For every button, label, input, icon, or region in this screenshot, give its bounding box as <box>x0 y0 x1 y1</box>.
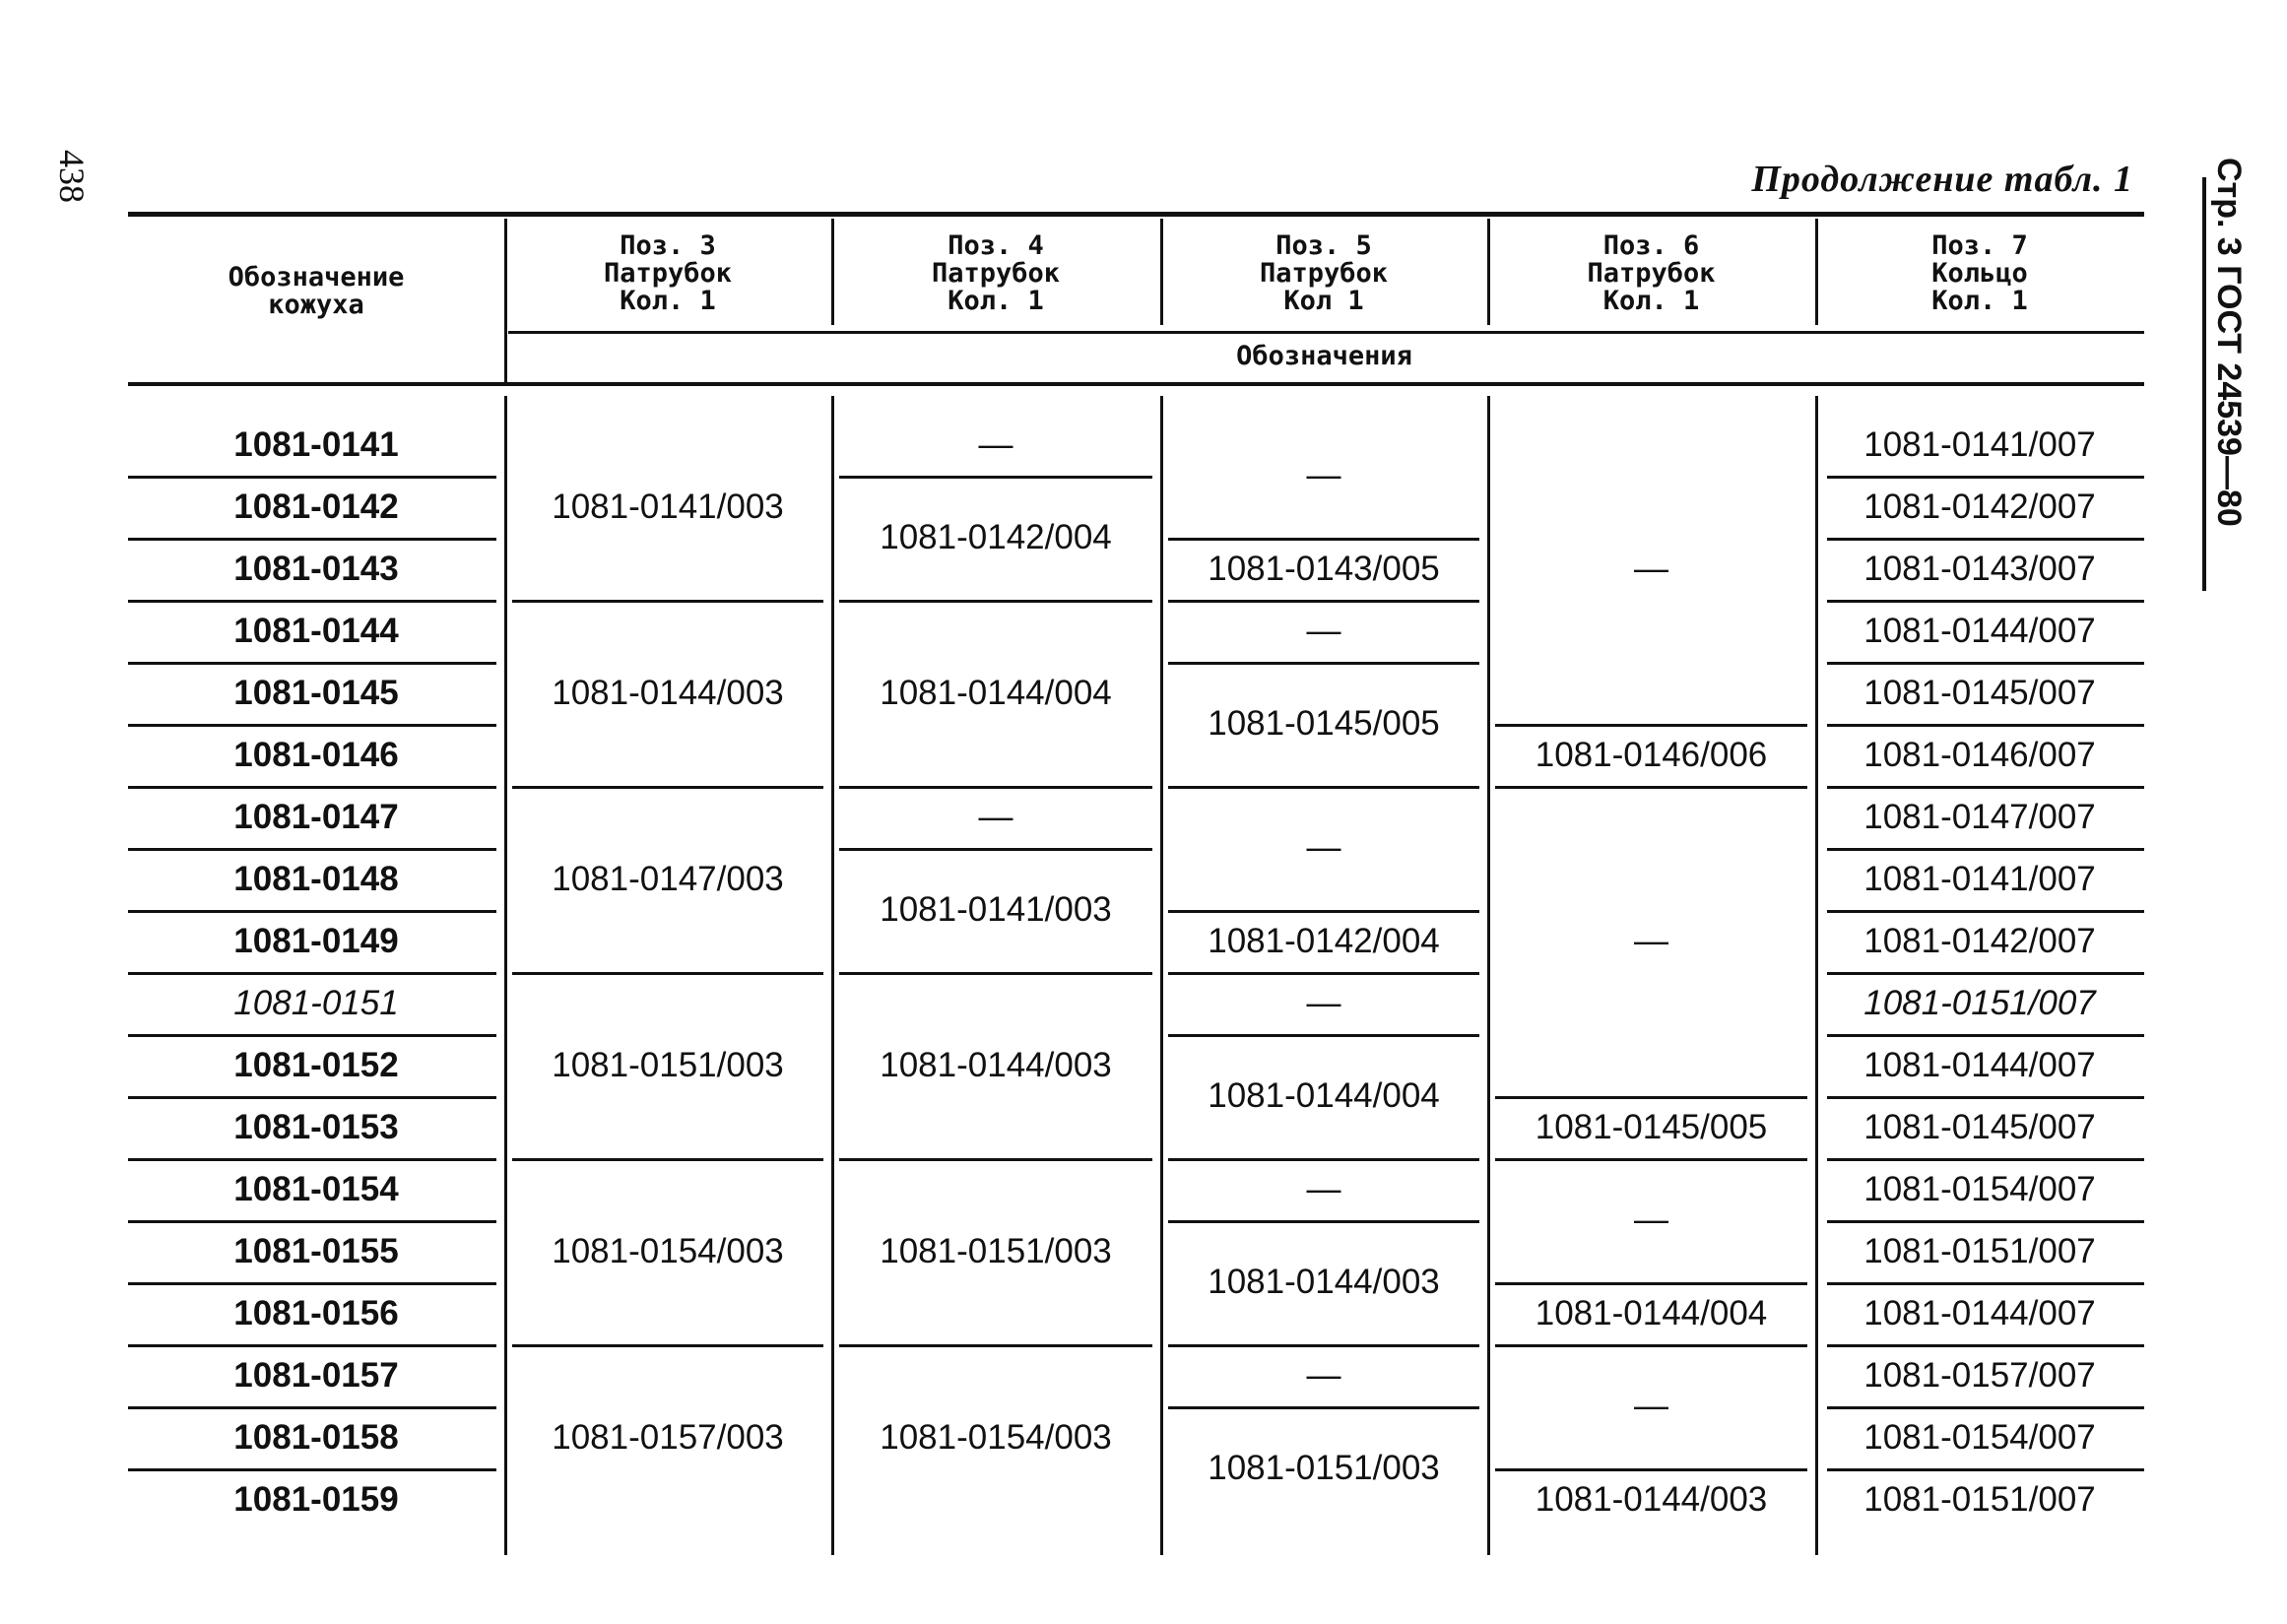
header-pos-5 <box>1160 232 1487 315</box>
pos5-cell: 1081-0151/003 <box>1208 1449 1440 1487</box>
header-line: Патрубок <box>1259 258 1389 289</box>
pos4-cell: 1081-0144/004 <box>880 673 1112 712</box>
pos4-cell: 1081-0141/003 <box>880 890 1112 929</box>
pos5-cell: — <box>1306 1169 1341 1208</box>
header-pos-7 <box>1815 232 2144 315</box>
pos7-cell: 1081-0151/007 <box>1863 983 2096 1022</box>
pos5-cell: — <box>1306 983 1341 1022</box>
header-column-rule <box>1160 219 1163 325</box>
pos3-cell: 1081-0144/003 <box>552 673 784 712</box>
shell-designation-cell: 1081-0144 <box>233 611 399 650</box>
header-line: Поз. 6 <box>1602 230 1700 261</box>
pos5-cell: 1081-0144/004 <box>1208 1076 1440 1115</box>
shell-designation-cell: 1081-0149 <box>233 921 399 960</box>
pos4-cell: 1081-0154/003 <box>880 1417 1112 1457</box>
header-pos-6 <box>1487 232 1815 315</box>
shell-designation-cell: 1081-0152 <box>233 1045 399 1084</box>
shell-designation-cell: 1081-0146 <box>233 735 399 774</box>
header-line: Поз. 5 <box>1275 230 1372 261</box>
header-line: Кольцо <box>1931 258 2028 289</box>
shell-designation-cell: 1081-0157 <box>233 1355 399 1395</box>
pos3-cell: 1081-0147/003 <box>552 859 784 898</box>
header-line: Кол. 1 <box>947 286 1044 316</box>
pos7-cell: 1081-0157/007 <box>1863 1355 2096 1395</box>
header-pos-4 <box>831 232 1160 315</box>
pos6-cell: 1081-0144/004 <box>1535 1293 1768 1332</box>
page-number: 438 <box>52 150 92 203</box>
header-column-rule <box>831 219 834 325</box>
shell-designation-cell: 1081-0159 <box>233 1479 399 1519</box>
pos6-cell: 1081-0146/006 <box>1535 735 1768 774</box>
pos3-cell: 1081-0154/003 <box>552 1231 784 1270</box>
pos7-cell: 1081-0141/007 <box>1863 424 2096 464</box>
header-line: Патрубок <box>603 258 733 289</box>
pos7-cell: 1081-0147/007 <box>1863 797 2096 836</box>
pos7-cell: 1081-0142/007 <box>1863 921 2096 960</box>
header-sub-rule <box>508 331 2144 334</box>
shell-designation-cell: 1081-0141 <box>233 424 399 464</box>
header-line: кожуха <box>268 290 364 320</box>
pos5-cell: — <box>1306 1355 1341 1395</box>
pos5-cell: 1081-0144/003 <box>1208 1263 1440 1301</box>
pos7-cell: 1081-0144/007 <box>1863 1293 2096 1332</box>
pos7-cell: 1081-0142/007 <box>1863 487 2096 526</box>
shell-designation-cell: 1081-0145 <box>233 673 399 712</box>
pos3-cell: 1081-0157/003 <box>552 1417 784 1457</box>
pos6-cell: — <box>1634 1387 1668 1425</box>
pos4-cell: 1081-0142/004 <box>880 518 1112 556</box>
pos6-cell: — <box>1634 921 1668 960</box>
header-line: Патрубок <box>1587 258 1716 289</box>
shell-designation-cell: 1081-0142 <box>233 487 399 526</box>
pos6-cell: — <box>1634 1201 1668 1239</box>
shell-designation-cell: 1081-0153 <box>233 1107 399 1146</box>
pos5-cell: 1081-0143/005 <box>1208 549 1440 588</box>
pos5-cell: 1081-0142/004 <box>1208 921 1440 960</box>
header-bottom-rule <box>128 382 2144 386</box>
shell-designation-cell: 1081-0158 <box>233 1417 399 1457</box>
pos7-cell: 1081-0154/007 <box>1863 1417 2096 1457</box>
shell-designation-cell: 1081-0155 <box>233 1231 399 1270</box>
pos5-cell: — <box>1306 611 1341 650</box>
shell-designation-cell: 1081-0148 <box>233 859 399 898</box>
header-designations-span: Обозначения <box>1236 341 1412 371</box>
header-line: Поз. 4 <box>947 230 1044 261</box>
header-line: Кол. 1 <box>620 286 716 316</box>
pos7-cell: 1081-0154/007 <box>1863 1169 2096 1208</box>
pos3-cell: 1081-0151/003 <box>552 1045 784 1084</box>
pos7-cell: 1081-0143/007 <box>1863 549 2096 588</box>
shell-designation-cell: 1081-0154 <box>233 1169 399 1208</box>
pos5-cell: — <box>1306 456 1341 494</box>
pos4-cell: 1081-0144/003 <box>880 1045 1112 1084</box>
pos7-cell: 1081-0151/007 <box>1863 1479 2096 1519</box>
shell-designation-cell: 1081-0151 <box>233 983 399 1022</box>
pos7-cell: 1081-0145/007 <box>1863 1107 2096 1146</box>
pos4-cell: — <box>978 424 1013 464</box>
standard-sidebar-label: Стр. 3 ГОСТ 24539—80 <box>2210 158 2248 527</box>
table-top-rule <box>128 212 2144 217</box>
header-line: Патрубок <box>931 258 1061 289</box>
pos7-cell: 1081-0145/007 <box>1863 673 2096 712</box>
pos7-cell: 1081-0144/007 <box>1863 611 2096 650</box>
pos7-cell: 1081-0144/007 <box>1863 1045 2096 1084</box>
pos7-cell: 1081-0141/007 <box>1863 859 2096 898</box>
shell-designation-cell: 1081-0156 <box>233 1293 399 1332</box>
header-pos-3 <box>504 232 831 315</box>
continuation-caption: Продолжение табл. 1 <box>1751 159 2133 200</box>
pos5-cell: 1081-0145/005 <box>1208 704 1440 743</box>
header-line: Кол 1 <box>1283 286 1364 316</box>
header-column-rule <box>1815 219 1818 325</box>
header-line: Кол. 1 <box>1602 286 1700 316</box>
pos6-cell: 1081-0144/003 <box>1535 1479 1768 1519</box>
pos6-cell: — <box>1634 549 1668 588</box>
pos7-cell: 1081-0146/007 <box>1863 735 2096 774</box>
pos3-cell: 1081-0141/003 <box>552 487 784 526</box>
pos7-cell: 1081-0151/007 <box>1863 1231 2096 1270</box>
shell-designation-cell: 1081-0147 <box>233 797 399 836</box>
header-line: Поз. 3 <box>620 230 716 261</box>
header-line: Кол. 1 <box>1931 286 2028 316</box>
header-column-rule <box>1487 219 1490 325</box>
shell-designation-cell: 1081-0143 <box>233 549 399 588</box>
pos4-cell: — <box>978 797 1013 836</box>
header-line: Поз. 7 <box>1931 230 2028 261</box>
header-designation <box>128 264 504 319</box>
pos5-cell: — <box>1306 828 1341 867</box>
pos6-cell: 1081-0145/005 <box>1535 1107 1768 1146</box>
pos4-cell: 1081-0151/003 <box>880 1231 1112 1270</box>
header-line: Обозначение <box>228 262 405 292</box>
